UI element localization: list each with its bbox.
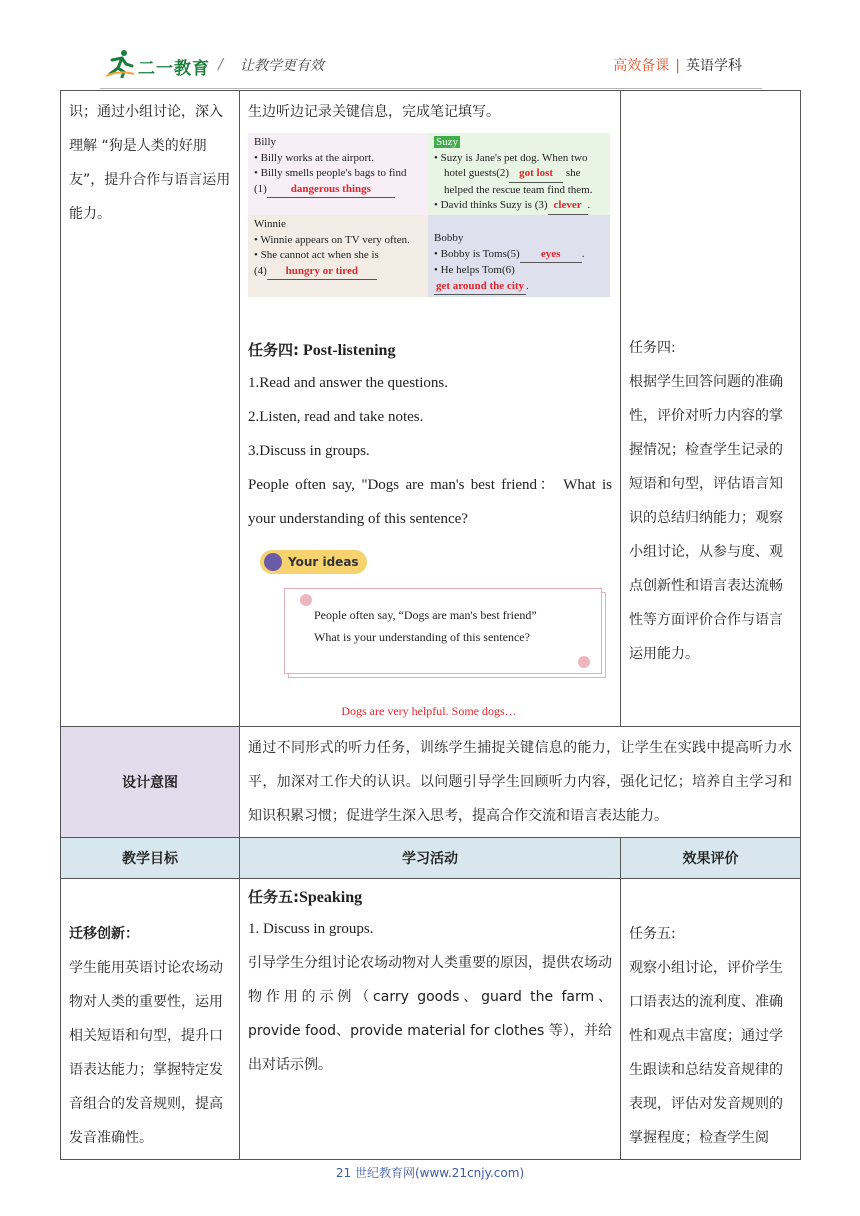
eval-title: 任务五: — [629, 926, 676, 942]
notes-bobby — [428, 215, 610, 297]
ideas-line1: People often say, “Dogs are man's best friend” — [314, 608, 537, 622]
task4-question: People often say, "Dogs are man's best friend： What is your understanding of this sentence? — [248, 477, 612, 527]
billy-line2: • Billy smells people's bags to find — [254, 167, 407, 179]
head-activity: 学习活动 — [240, 838, 621, 879]
task4-title-cn: 任务四: — [248, 341, 299, 359]
answer-1: dangerous things — [267, 182, 395, 199]
header-row — [61, 838, 801, 879]
task4-item-1: 1.Read and answer the questions. — [248, 375, 448, 391]
winnie-line1: • Winnie appears on TV very often. — [254, 233, 410, 246]
suzy-line2-suffix: she — [565, 167, 581, 179]
lesson-plan-table — [60, 90, 801, 1160]
activity-cell — [240, 879, 621, 1160]
eval-text: 根据学生回答问题的准确性，评价对听力内容的掌握情况；检查学生记录的短语和句型，评估语言知识的总结归纳能力；观察小组讨论，从参与度、观点创新性和语言表达流畅性等方面评价合作与语言运用能力。 — [629, 374, 783, 662]
suzy-line4-suffix: . — [587, 199, 591, 211]
notes-billy — [248, 133, 428, 215]
winnie-line2: • She cannot act when she is — [254, 249, 379, 261]
goal-title: 迁移创新： — [69, 926, 139, 942]
task5-title-en: Speaking — [299, 889, 363, 906]
goal-cell — [61, 91, 240, 727]
design-row — [61, 727, 801, 838]
page-header — [100, 44, 760, 88]
page-footer: 21 世纪教育网(www.21cnjy.com) — [335, 1166, 525, 1180]
activity-cell — [240, 91, 621, 727]
your-ideas-graphic — [248, 546, 610, 722]
ideas-line2: What is your understanding of this sentence? — [314, 630, 530, 644]
notes-suzy — [428, 133, 610, 215]
task4-item-3: 3.Discuss in groups. — [248, 443, 370, 459]
header-divider — [100, 88, 762, 89]
winnie-name: Winnie — [254, 218, 286, 230]
chat-bubble-icon — [264, 553, 282, 571]
goal-text: 学生能用英语讨论农场动物对人类的重要性，运用相关短语和句型，提升口语表达能力；掌握特定发音组合的发音规则，提高发音准确性。 — [69, 960, 223, 1146]
runner-logo-icon — [104, 48, 134, 78]
design-text: 通过不同形式的听力任务，训练学生捕捉关键信息的能力，让学生在实践中提高听力水平，加深对工作犬的认识。以问题引导学生回顾听力内容，强化记忆；培养自主学习和知识积累习惯；促进学生深入思考，提高合作交流和语言表达能力。 — [248, 740, 792, 824]
logo-divider: / — [218, 55, 224, 73]
answer-3: clever — [548, 198, 588, 215]
design-label: 设计意图 — [61, 727, 240, 838]
activity-intro: 生边听边记录关键信息，完成笔记填写。 — [248, 104, 500, 120]
head-evaluation: 效果评价 — [621, 838, 801, 879]
head-goal: 教学目标 — [61, 838, 240, 879]
task5-item-1: 1. Discuss in groups. — [248, 921, 374, 937]
flower-icon — [300, 594, 312, 606]
task4-title — [248, 335, 612, 366]
table-row — [61, 879, 801, 1160]
task4-item-2: 2.Listen, read and take notes. — [248, 409, 424, 425]
task5-title — [248, 883, 612, 912]
winnie-line3-prefix: (4) — [254, 264, 267, 277]
header-label-subject: 英语学科 — [686, 58, 742, 74]
bobby-line2-prefix: • He helps Tom(6) — [434, 264, 515, 276]
badge-label: Your ideas — [288, 555, 359, 569]
answer-6: get around the city — [434, 279, 526, 296]
goal-cell — [61, 879, 240, 1160]
suzy-line4-prefix: • David thinks Suzy is (3) — [434, 199, 548, 211]
task4-title-en: Post-listening — [299, 342, 396, 359]
task5-title-cn: 任务五: — [248, 888, 299, 906]
answer-2: got lost — [509, 166, 563, 183]
slogan: 让教学更有效 — [240, 58, 324, 74]
suzy-line2-prefix: hotel guests(2) — [444, 167, 510, 179]
header-right — [613, 55, 742, 75]
header-separator: | — [675, 58, 680, 74]
suzy-line1: • Suzy is Jane's pet dog. When two — [434, 151, 588, 164]
bobby-name: Bobby — [434, 232, 464, 244]
answer-4: hungry or tired — [267, 264, 377, 281]
header-label-prep: 高效备课 — [613, 58, 670, 74]
suzy-name: Suzy — [436, 136, 458, 148]
bobby-line2-suffix: . — [526, 279, 529, 292]
notes-winnie — [248, 215, 428, 297]
logo-text: 二一教育 — [138, 59, 210, 79]
your-ideas-badge — [260, 550, 367, 574]
flower-icon — [578, 656, 590, 668]
billy-name: Billy — [254, 136, 277, 148]
notes-graphic — [248, 133, 610, 297]
eval-title: 任务四: — [629, 340, 676, 356]
bobby-line1-prefix: • Bobby is Toms(5) — [434, 247, 520, 260]
evaluation-cell — [621, 879, 801, 1160]
goal-text: 识；通过小组讨论，深入理解 “狗是人类的好朋友”，提升合作与语言运用能力。 — [69, 104, 231, 222]
answer-5: eyes — [520, 247, 582, 264]
bobby-line1-suffix: . — [581, 247, 585, 260]
billy-line3-prefix: (1) — [254, 182, 267, 195]
evaluation-cell — [621, 91, 801, 727]
design-text-cell — [240, 727, 801, 838]
suzy-line3: helped the rescue team find them. — [444, 183, 593, 196]
task5-text: 引导学生分组讨论农场动物对人类重要的原因，提供农场动物作用的示例（carry goods、guard the farm、provide food、provide material for clothes 等），并给出对话示例。 — [248, 955, 612, 1073]
ideas-text — [314, 604, 594, 648]
ideas-answer: Dogs are very helpful. Some dogs… — [341, 704, 517, 718]
billy-line1: • Billy works at the airport. — [254, 151, 374, 164]
table-row — [61, 91, 801, 727]
eval-text: 观察小组讨论，评价学生口语表达的流利度、准确性和观点丰富度；通过学生跟读和总结发音规律的表现，评估对发音规则的掌握程度；检查学生阅 — [629, 960, 783, 1146]
